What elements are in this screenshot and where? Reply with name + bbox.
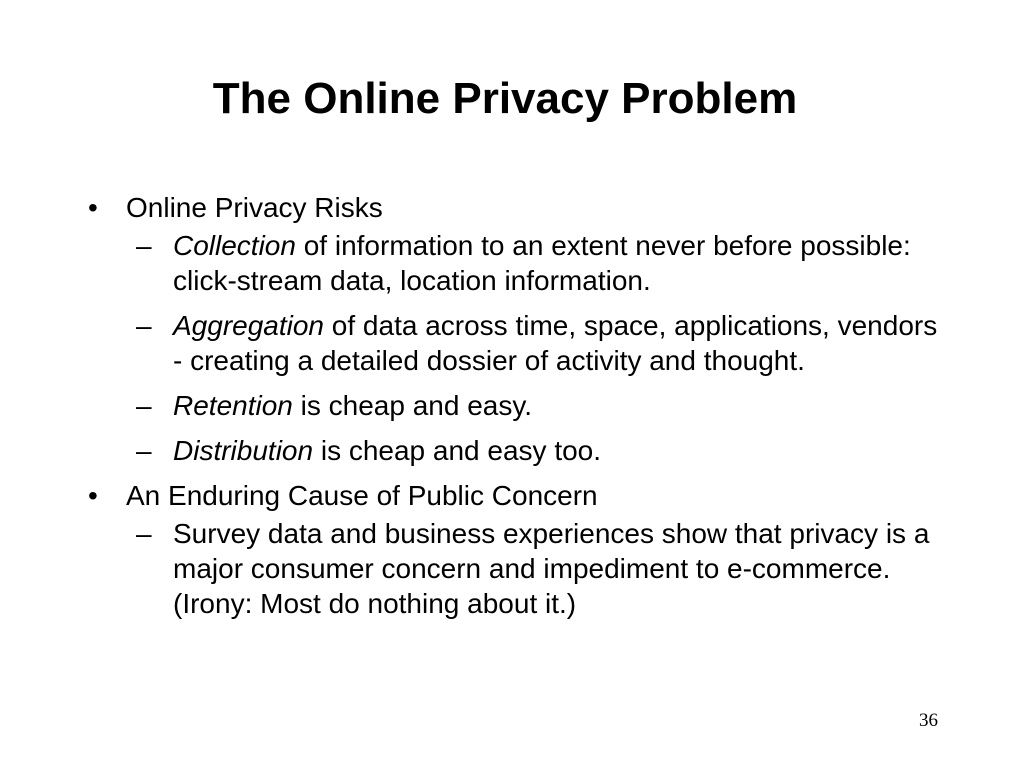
sub-list: [126, 228, 948, 468]
sub-item-text: is cheap and easy too.: [313, 435, 602, 466]
dash-marker: –: [136, 390, 152, 421]
emphasis-term: Retention: [173, 390, 293, 421]
sub-item-text: of information to an extent never before possible: click-stream data, location information.: [173, 230, 911, 296]
sub-item-text: is cheap and easy.: [292, 390, 533, 421]
sub-item-text: Survey data and business experiences show that privacy is a major consumer concern and impediment to e-commerce. (Irony: Most do nothing about it.): [173, 518, 930, 619]
bullet-marker: •: [88, 192, 98, 223]
slide-title: The Online Privacy Problem: [212, 74, 798, 123]
emphasis-term: Collection: [173, 230, 296, 261]
page-number: 36: [919, 710, 938, 731]
sub-item-distribution: [136, 433, 948, 468]
emphasis-term: Distribution: [173, 435, 314, 466]
dash-marker: –: [136, 310, 152, 341]
bullet-item-public-concern: [88, 478, 948, 621]
sub-item-aggregation: [136, 308, 948, 378]
emphasis-term: Aggregation: [173, 310, 325, 341]
sub-list: [126, 516, 948, 621]
bullet-text: An Enduring Cause of Public Concern: [126, 480, 598, 511]
bullet-text: Online Privacy Risks: [126, 192, 383, 223]
sub-item-collection: [136, 228, 948, 298]
dash-marker: –: [136, 518, 152, 549]
dash-marker: –: [136, 230, 152, 261]
dash-marker: –: [136, 435, 152, 466]
sub-item-survey: [136, 516, 948, 621]
bullet-item-online-privacy-risks: [88, 190, 948, 468]
sub-item-text: of data across time, space, applications, vendors - creating a detailed dossier of activity and thought.: [173, 310, 938, 376]
bullet-marker: •: [88, 480, 98, 511]
sub-item-retention: [136, 388, 948, 423]
bullet-list: [88, 190, 948, 631]
